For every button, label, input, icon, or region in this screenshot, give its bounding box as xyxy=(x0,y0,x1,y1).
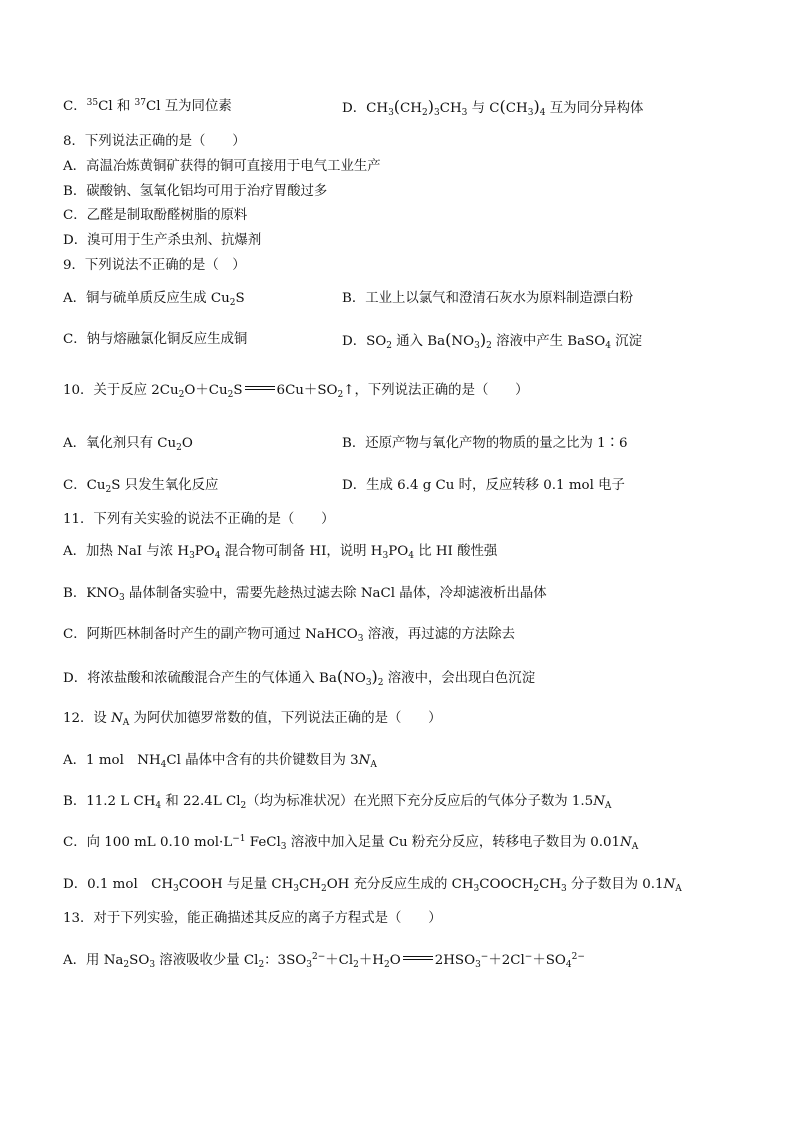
q10-option-b: B．还原产物与氧化产物的物质的量之比为 1∶6 xyxy=(342,436,628,451)
q11-option-b: B．$KNO_3$ 晶体制备实验中，需要先趁热过滤去除 NaCl 晶体，冷却滤液析出晶体 xyxy=(63,586,547,603)
q9-option-b: B．工业上以氯气和澄清石灰水为原料制造漂白粉 xyxy=(342,291,634,306)
q10-option-d: D．生成 6.4 g Cu 时，反应转移 0.1 mol 电子 xyxy=(342,478,625,493)
q9-option-d: D．$SO_2$ 通入 $Ba(NO_3)_2$ 溶液中产生 BaSO$_4$ 沉淀 xyxy=(342,330,643,351)
q12-option-c: C．向 100 mL 0.10 $mol\cdot L^{-1}$ FeCl$_3$ 溶液中加入足量 Cu 粉充分反应，转移电子数目为 $0.01N_A$ xyxy=(63,834,639,852)
q11-option-c: C．阿斯匹林制备时产生的副产物可通过 NaHCO$_3$ 溶液，再过滤的方法除去 xyxy=(63,627,516,644)
q10-option-c: C．$Cu_2S$ 只发生氧化反应 xyxy=(63,478,219,495)
q13-option-a: A．用 $Na_2SO_3$ 溶液吸收少量 $Cl_2$：$3SO_3^{2-}+Cl_2+H_2O$ $2HSO_3^-+2Cl^-+SO_4^{2-}$ xyxy=(63,952,585,970)
q9-stem: 9．下列说法不正确的是（ ） xyxy=(63,258,246,273)
q8-option-a: A．高温冶炼黄铜矿获得的铜可直接用于电气工业生产 xyxy=(63,159,381,174)
q11-stem: 11．下列有关实验的说法不正确的是（ ） xyxy=(63,512,335,527)
q10-stem: 10．关于反应 $2Cu_2O+Cu_2S$ $6Cu+SO_2↑$，下列说法正确的是（ ） xyxy=(63,383,529,400)
q12-stem: 12．设 $N_A$ 为阿伏加德罗常数的值，下列说法正确的是（ ） xyxy=(63,711,442,728)
q12-option-b: B．11.2 L $CH_4$ 和 22.4L $Cl_2$（均为标准状况）在光照下充分反应后的气体分子数为 $1.5N_A$ xyxy=(63,794,612,811)
q8-stem: 8．下列说法正确的是（ ） xyxy=(63,134,246,149)
q12-option-d: D．0.1 mol $CH_3COOH$ 与足量 $CH_3CH_2OH$ 充分反应生成的 $CH_3COOCH_2CH_3$ 分子数目为 $0.1N_A$ xyxy=(63,877,682,894)
q12-option-a: A．1 mol $NH_4Cl$ 晶体中含有的共价键数目为 $3N_A$ xyxy=(63,753,377,770)
q9-option-c: C．钠与熔融氯化铜反应生成铜 xyxy=(63,332,248,347)
q11-option-a: A．加热 NaI 与浓 $H_3PO_4$ 混合物可制备 HI，说明 $H_3PO_4$ 比 HI 酸性强 xyxy=(63,544,498,561)
q7-option-c: C．$^{35}$Cl 和 $^{37}$Cl 互为同位素 xyxy=(63,98,232,114)
q9-option-a: A．铜与硫单质反应生成 $Cu_2S$ xyxy=(63,291,245,308)
q11-option-d: D．将浓盐酸和浓硫酸混合产生的气体通入 $Ba(NO_3)_2$ 溶液中，会出现白色沉淀 xyxy=(63,667,536,688)
q8-option-b: B．碳酸钠、氢氧化铝均可用于治疗胃酸过多 xyxy=(63,184,328,199)
q8-option-d: D．溴可用于生产杀虫剂、抗爆剂 xyxy=(63,233,262,248)
q13-stem: 13．对于下列实验，能正确描述其反应的离子方程式是（ ） xyxy=(63,911,442,926)
q10-option-a: A．氧化剂只有 $Cu_2O$ xyxy=(63,436,193,453)
q8-option-c: C．乙醛是制取酚醛树脂的原料 xyxy=(63,208,248,223)
q7-option-d: D．$CH_3(CH_2)_3CH_3$ 与 $C(CH_3)_4$ 互为同分异构体 xyxy=(342,97,644,118)
